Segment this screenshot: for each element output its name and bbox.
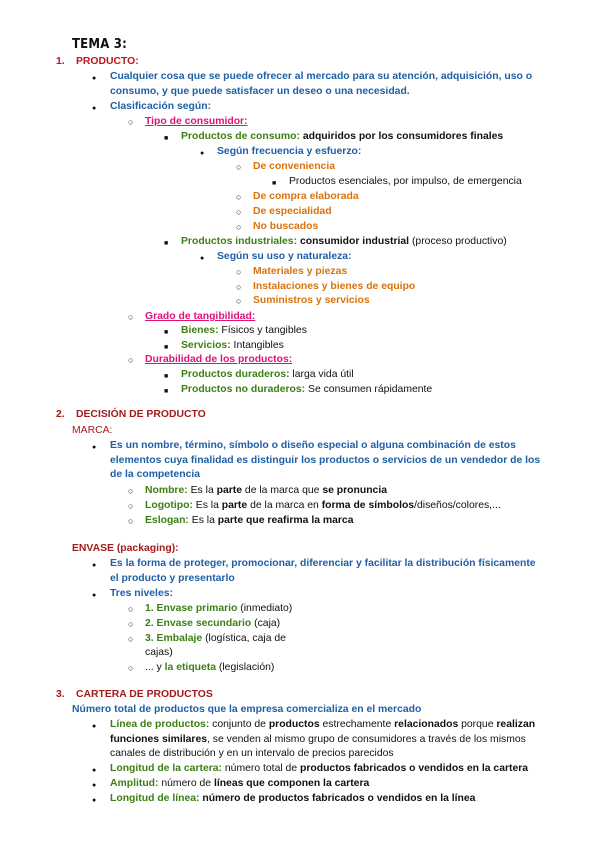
text-fragment: de la marca que — [242, 485, 323, 496]
durabilidad-heading: Durabilidad de los productos: — [145, 354, 293, 365]
bullet-circle-icon — [236, 160, 241, 176]
bullet-square-icon — [164, 236, 168, 252]
longitud-linea-label: Longitud de línea: — [110, 793, 200, 804]
envase-primario-label: 1. Envase primario — [145, 603, 238, 614]
instalaciones-item: Instalaciones y bienes de equipo — [253, 281, 416, 292]
linea-productos-line-3: canales de distribución y en un intervalo de precios parecidos — [110, 748, 394, 759]
envase-primario-desc: (inmediato) — [237, 603, 293, 614]
conveniencia-desc: Productos esenciales, por impulso, de emergencia — [289, 176, 522, 187]
bienes-label: Bienes: — [181, 325, 219, 336]
text-fragment: estrechamente — [319, 719, 395, 730]
bullet-disc-icon — [92, 719, 96, 735]
bullet-disc-icon — [92, 440, 96, 456]
text-fragment: parte que reafirma la marca — [217, 515, 354, 526]
nombre-line — [145, 484, 387, 499]
envase-secundario-label: 2. Envase secundario — [145, 618, 252, 629]
producto-definition-line-1: Cualquier cosa que se puede ofrecer al mercado para su atención, adquisición, uso o — [110, 71, 533, 82]
linea-productos-line-2 — [110, 733, 526, 748]
section-2-heading: DECISIÓN DE PRODUCTO — [76, 409, 206, 420]
eslogan-line — [145, 514, 354, 529]
servicios-line — [181, 339, 284, 354]
compra-elaborada-item: De compra elaborada — [253, 191, 359, 202]
bullet-square-icon — [164, 384, 168, 400]
text-fragment: Es la — [188, 515, 218, 526]
bullet-circle-icon — [236, 265, 241, 281]
duraderos-desc: larga vida útil — [289, 369, 354, 380]
separator: : — [296, 131, 300, 142]
text-fragment: relacionados — [394, 719, 459, 730]
no-duraderos-line — [181, 383, 432, 398]
text-fragment: , se venden al mismo grupo de consumidores a través de los mismos — [207, 734, 526, 745]
text-fragment: /diseños/colores,... — [414, 500, 501, 511]
conveniencia-item: De conveniencia — [253, 161, 336, 172]
no-buscados-item: No buscados — [253, 221, 319, 232]
materiales-item: Materiales y piezas — [253, 266, 348, 277]
text-fragment: realizan — [496, 719, 536, 730]
bullet-circle-icon — [128, 499, 133, 515]
servicios-label: Servicios: — [181, 340, 231, 351]
section-1-heading: PRODUCTO: — [76, 56, 139, 67]
page-title: TEMA 3: — [72, 37, 127, 52]
embalaje-line — [145, 632, 286, 647]
envase-definition-line-2: el producto y presentarlo — [110, 573, 235, 584]
section-3-heading: CARTERA DE PRODUCTOS — [76, 689, 213, 700]
productos-consumo-desc: adquiridos por los consumidores finales — [302, 131, 504, 142]
text-fragment: número total de — [222, 763, 300, 774]
text-fragment: parte — [216, 485, 243, 496]
bullet-square-icon — [164, 369, 168, 385]
bullet-circle-icon — [128, 661, 133, 677]
bullet-disc-icon — [92, 793, 96, 809]
no-duraderos-label: Productos no duraderos: — [181, 384, 306, 395]
text-fragment: número de productos fabricados o vendidos en la línea — [202, 793, 476, 804]
text-fragment: Es la — [187, 485, 217, 496]
bienes-desc: Físicos y tangibles — [218, 325, 307, 336]
bullet-square-icon — [164, 131, 168, 147]
productos-industriales-line — [181, 235, 507, 250]
bienes-line — [181, 324, 307, 339]
text-fragment: se pronuncia — [322, 485, 387, 496]
embalaje-desc: (logística, caja de — [202, 633, 286, 644]
envase-secundario-line — [145, 617, 280, 632]
productos-industriales-extra: (proceso productivo) — [409, 236, 507, 247]
envase-heading: ENVASE (packaging): — [72, 543, 179, 554]
bullet-circle-icon — [128, 115, 133, 131]
bullet-circle-icon — [236, 205, 241, 221]
bullet-disc-icon — [92, 101, 96, 117]
text-fragment: productos — [268, 719, 320, 730]
bullet-circle-icon — [128, 514, 133, 530]
text-fragment: forma de símbolos — [321, 500, 415, 511]
text-fragment: número de — [158, 778, 214, 789]
bullet-circle-icon — [128, 602, 133, 618]
bullet-circle-icon — [236, 220, 241, 236]
marca-heading: MARCA: — [72, 425, 113, 436]
marca-definition-line-3: de la competencia — [110, 469, 201, 480]
marca-definition-line-1: Es un nombre, término, símbolo o diseño especial o alguna combinación de estos — [110, 440, 516, 451]
bullet-disc-icon — [200, 146, 204, 162]
text-fragment: productos fabricados o vendidos en la cartera — [300, 763, 529, 774]
bullet-disc-icon — [92, 763, 96, 779]
text-fragment: parte — [221, 500, 248, 511]
section-1-number: 1. — [56, 56, 65, 67]
uso-naturaleza-heading: Según su uso y naturaleza: — [217, 251, 352, 262]
linea-productos-label: Línea de productos: — [110, 719, 210, 730]
text-fragment: conjunto de — [209, 719, 269, 730]
text-fragment: de la marca en — [247, 500, 322, 511]
productos-consumo-line — [181, 130, 503, 145]
duraderos-label: Productos duraderos: — [181, 369, 290, 380]
bullet-circle-icon — [128, 617, 133, 633]
tres-niveles-heading: Tres niveles: — [110, 588, 173, 599]
productos-consumo-label: Productos de consumo — [181, 131, 297, 142]
bullet-square-icon — [164, 325, 168, 341]
nombre-label: Nombre: — [145, 485, 188, 496]
marca-definition-line-2: elementos cuya finalidad es distinguir los productos o servicios de un vendedor de los — [110, 455, 541, 466]
longitud-linea-line — [110, 792, 475, 807]
envase-primario-line — [145, 602, 292, 617]
bullet-disc-icon — [92, 558, 96, 574]
separator: : — [293, 236, 300, 247]
bullet-circle-icon — [236, 294, 241, 310]
longitud-cartera-line — [110, 762, 528, 777]
bullet-circle-icon — [236, 190, 241, 206]
servicios-desc: Intangibles — [230, 340, 284, 351]
productos-industriales-label: Productos industriales — [181, 236, 294, 247]
text-fragment: ... y — [145, 662, 165, 673]
envase-secundario-desc: (caja) — [251, 618, 281, 629]
linea-productos-line-1 — [110, 718, 535, 733]
embalaje-desc-continued: cajas) — [145, 647, 173, 658]
cartera-definition: Número total de productos que la empresa comercializa en el mercado — [72, 704, 422, 715]
frecuencia-heading: Según frecuencia y esfuerzo: — [217, 146, 362, 157]
eslogan-label: Eslogan: — [145, 515, 189, 526]
text-fragment: funciones similares — [110, 734, 208, 745]
bullet-disc-icon — [200, 251, 204, 267]
envase-definition-line-1: Es la forma de proteger, promocionar, diferenciar y facilitar la distribución físicamente — [110, 558, 536, 569]
section-3-number: 3. — [56, 689, 65, 700]
no-duraderos-desc: Se consumen rápidamente — [305, 384, 433, 395]
etiqueta-line — [145, 661, 274, 676]
grado-tangibilidad-heading: Grado de tangibilidad: — [145, 311, 256, 322]
bullet-circle-icon — [128, 484, 133, 500]
embalaje-label: 3. Embalaje — [145, 633, 203, 644]
amplitud-line — [110, 777, 369, 792]
especialidad-item: De especialidad — [253, 206, 332, 217]
suministros-item: Suministros y servicios — [253, 295, 370, 306]
etiqueta-label: la etiqueta — [164, 662, 217, 673]
bullet-disc-icon — [92, 588, 96, 604]
bullet-disc-icon — [92, 71, 96, 87]
text-fragment: Es la — [192, 500, 222, 511]
bullet-circle-icon — [128, 353, 133, 369]
producto-definition-line-2: consumo, y que puede satisfacer un deseo o una necesidad. — [110, 86, 410, 97]
logotipo-label: Logotipo: — [145, 500, 193, 511]
amplitud-label: Amplitud: — [110, 778, 159, 789]
bullet-circle-icon — [128, 632, 133, 648]
logotipo-line — [145, 499, 501, 514]
productos-industriales-desc: consumidor industrial — [299, 236, 410, 247]
tipo-consumidor-heading: Tipo de consumidor: — [145, 116, 248, 127]
text-fragment: (legislación) — [216, 662, 275, 673]
longitud-cartera-label: Longitud de la cartera: — [110, 763, 223, 774]
duraderos-line — [181, 368, 354, 383]
text-fragment: líneas que componen la cartera — [213, 778, 370, 789]
text-fragment: porque — [458, 719, 497, 730]
bullet-disc-icon — [92, 778, 96, 794]
bullet-circle-icon — [128, 310, 133, 326]
section-2-number: 2. — [56, 409, 65, 420]
clasificacion-heading: Clasificación según: — [110, 101, 212, 112]
